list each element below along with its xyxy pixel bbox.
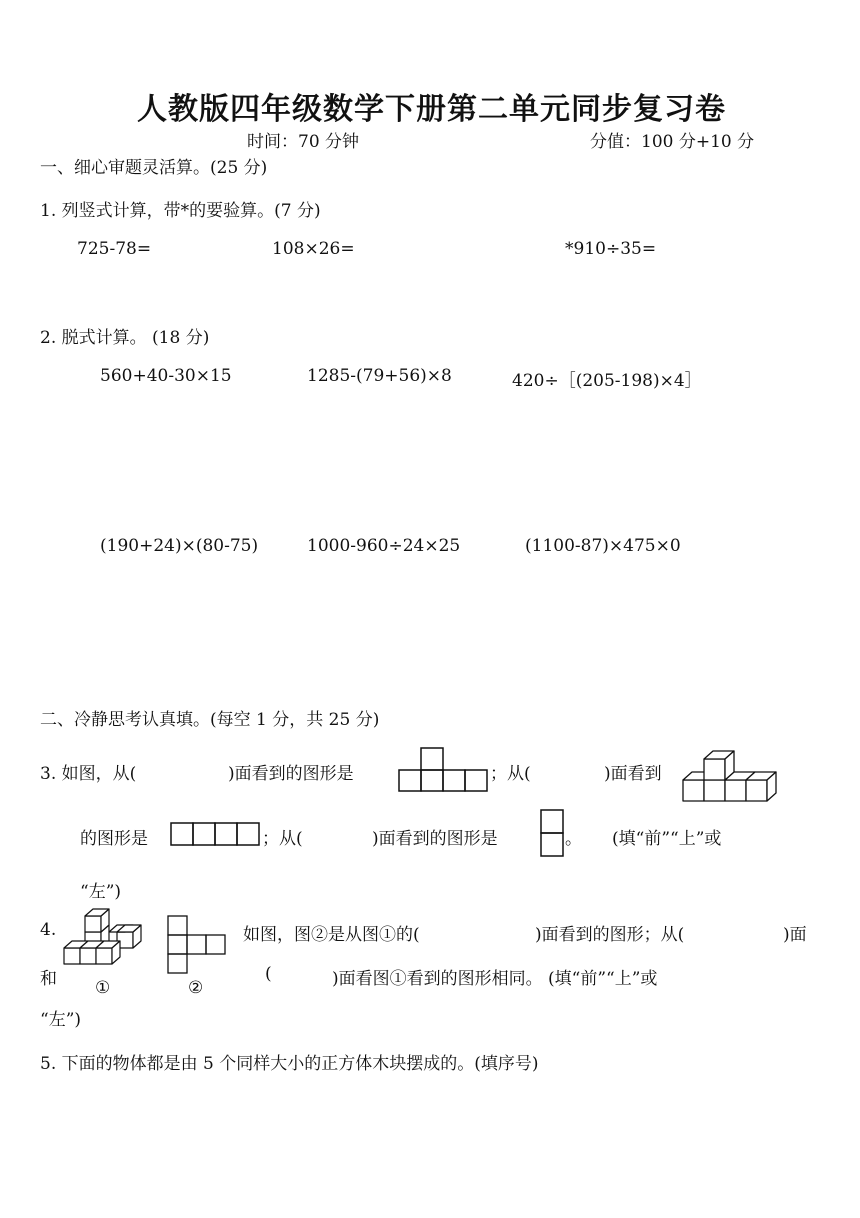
q4-text-1a: 如图，图②是从图①的( <box>243 925 420 945</box>
q2-item-1: 560+40-30×15 <box>100 366 232 386</box>
q1-item-2: 108×26= <box>272 239 355 259</box>
q4-figure-2-label: ② <box>188 978 204 998</box>
q3-text-1: 3. 如图，从( <box>40 764 137 784</box>
q4-text-3: “左”) <box>40 1010 82 1030</box>
page-title: 人教版四年级数学下册第二单元同步复习卷 <box>137 92 726 127</box>
q2-item-4: (190+24)×(80-75) <box>100 536 259 556</box>
q4-text-2b: ( <box>265 964 272 984</box>
q4-figure-1-solid <box>62 906 144 966</box>
q5-label: 5. 下面的物体都是由 5 个同样大小的正方体木块摆成的。(填序号) <box>40 1054 539 1074</box>
section1-heading: 一、细心审题灵活算。(25 分) <box>40 158 268 178</box>
q3-text-8: 。 <box>565 829 582 849</box>
q4-text-1b: )面看到的图形；从( <box>535 925 685 945</box>
q4-text-2c: )面看图①看到的图形相同。 (填“前”“上”或 <box>332 969 658 989</box>
q1-item-3: *910÷35= <box>565 239 657 259</box>
q4-figure-2-view <box>166 914 226 976</box>
q2-item-5: 1000-960÷24×25 <box>307 536 461 556</box>
q3-text-9: (填“前”“上”或 <box>612 829 722 849</box>
q3-text-7: )面看到的图形是 <box>372 829 498 849</box>
score-info: 分值：100 分+10 分 <box>590 132 755 152</box>
q4-number: 4. <box>40 920 57 940</box>
q2-label: 2. 脱式计算。 (18 分) <box>40 328 210 348</box>
q4-figure-1-label: ① <box>95 978 111 998</box>
q3-top-view-figure <box>170 821 260 847</box>
q3-text-5: 的图形是 <box>80 829 148 849</box>
q2-item-2: 1285-(79+56)×8 <box>307 366 452 386</box>
q2-item-6: (1100-87)×475×0 <box>525 536 681 556</box>
q3-text-3: ；从( <box>490 764 531 784</box>
q3-text-10: “左”) <box>80 882 122 902</box>
q3-left-view-figure <box>539 808 565 858</box>
q3-front-view-figure <box>398 746 488 792</box>
q2-item-3: 420÷［(205-198)×4］ <box>512 371 702 391</box>
time-info: 时间：70 分钟 <box>247 132 360 152</box>
q1-label: 1. 列竖式计算，带*的要验算。(7 分) <box>40 201 321 221</box>
section2-heading: 二、冷静思考认真填。(每空 1 分，共 25 分) <box>40 710 380 730</box>
q3-text-6: ；从( <box>262 829 303 849</box>
q1-item-1: 725-78= <box>77 239 152 259</box>
q4-text-1c: )面 <box>783 925 807 945</box>
q4-text-2a: 和 <box>40 969 57 989</box>
q3-text-4: )面看到 <box>604 764 662 784</box>
q3-text-2: )面看到的图形是 <box>228 764 354 784</box>
q3-solid-figure <box>682 745 784 803</box>
